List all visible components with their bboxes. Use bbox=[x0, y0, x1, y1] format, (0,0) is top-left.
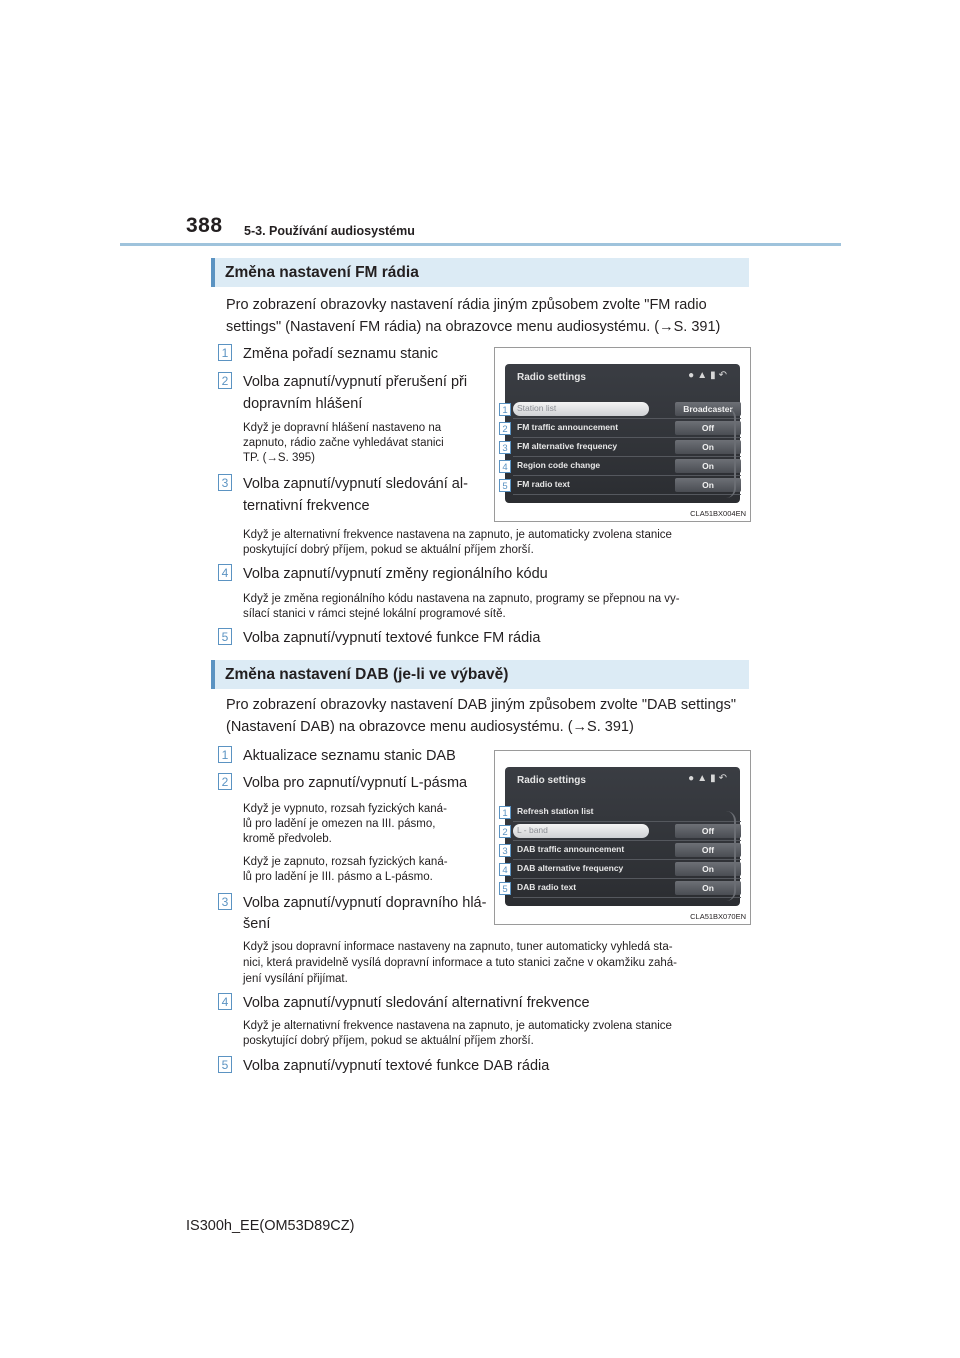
dab-item-3-number: 3 bbox=[218, 893, 232, 910]
fm-item-3-number: 3 bbox=[218, 474, 232, 491]
fm-row-4-label: Region code change bbox=[517, 460, 601, 470]
fm-item-3-note-1: Když je alternativní frekvence nastavena na zapnuto, je automaticky zvolena stanice bbox=[243, 529, 672, 541]
fm-item-2-note-1: Když je dopravní hlášení nastaveno na bbox=[243, 422, 442, 434]
dab-item-2-note-2: lů pro ladění je omezen na III. pásmo, bbox=[243, 818, 436, 830]
dab-display-screen bbox=[505, 767, 740, 906]
dab-item-2-note-4: Když je zapnuto, rozsah fyzických kaná- bbox=[243, 856, 448, 868]
dab-item-3-text-2: šení bbox=[243, 916, 271, 932]
section-title: 5-3. Používání audiosystému bbox=[244, 224, 415, 238]
fm-display-screen bbox=[505, 364, 740, 503]
dab-item-2-note-5: lů pro ladění je III. pásmo a L-pásmo. bbox=[243, 871, 433, 883]
dab-image-code: CLA51BX070EN bbox=[690, 912, 746, 921]
dab-callout-3: 3 bbox=[499, 844, 511, 857]
scroll-indicator bbox=[726, 811, 736, 901]
dab-item-4-text: Volba zapnutí/vypnutí sledování alternativní frekvence bbox=[243, 995, 590, 1011]
dab-item-3-note-1: Když jsou dopravní informace nastaveny na zapnuto, tuner automaticky vyhledá sta- bbox=[243, 941, 673, 953]
dab-item-2-note-3: kromě předvoleb. bbox=[243, 833, 332, 845]
scroll-indicator bbox=[726, 408, 736, 498]
fm-radio-settings-illustration bbox=[494, 347, 751, 522]
dab-row-4-value: On bbox=[675, 862, 741, 876]
fm-item-2-text-2: dopravním hlášení bbox=[243, 396, 363, 412]
dab-item-3-note-3: jení vysílání přijímat. bbox=[243, 973, 348, 985]
fm-item-2-note-2: zapnuto, rádio začne vyhledávat stanici bbox=[243, 437, 444, 449]
fm-row-1-value: Broadcaster bbox=[675, 402, 741, 416]
dab-item-3-note-2: nici, která pravidelně vysílá dopravní informace a tuto stanici začne v okamžiku zahá- bbox=[243, 957, 678, 969]
fm-item-3-text-2: ternativní frekvence bbox=[243, 498, 370, 514]
fm-screen-title: Radio settings bbox=[517, 372, 586, 383]
dab-item-2-number: 2 bbox=[218, 773, 232, 790]
fm-callout-4: 4 bbox=[499, 460, 511, 473]
dab-item-1-text: Aktualizace seznamu stanic DAB bbox=[243, 748, 456, 764]
dab-screen-row-4 bbox=[513, 862, 741, 879]
fm-row-3-value: On bbox=[675, 440, 741, 454]
fm-item-3-text-1: Volba zapnutí/vypnutí sledování al- bbox=[243, 476, 468, 492]
fm-callout-1: 1 bbox=[499, 403, 511, 416]
fm-row-5-label: FM radio text bbox=[517, 479, 570, 489]
fm-callout-5: 5 bbox=[499, 479, 511, 492]
status-icons: ●▲▮↶ bbox=[688, 773, 730, 784]
fm-intro-line-1: Pro zobrazení obrazovky nastavení rádia jiným způsobem zvolte "FM radio bbox=[226, 297, 707, 313]
dab-row-3-value: Off bbox=[675, 843, 741, 857]
dab-item-3-text-1: Volba zapnutí/vypnutí dopravního hlá- bbox=[243, 895, 487, 911]
header-divider bbox=[120, 243, 841, 246]
dab-item-4-note-1: Když je alternativní frekvence nastavena na zapnuto, je automaticky zvolena stanice bbox=[243, 1020, 672, 1032]
fm-item-4-text: Volba zapnutí/vypnutí změny regionálního kódu bbox=[243, 566, 548, 582]
fm-row-2-value: Off bbox=[675, 421, 741, 435]
fm-section-heading: Změna nastavení FM rádia bbox=[211, 258, 749, 287]
dab-screen-row-5 bbox=[513, 881, 741, 898]
dab-item-1-number: 1 bbox=[218, 746, 232, 763]
fm-row-2-label: FM traffic announcement bbox=[517, 422, 619, 432]
fm-item-2-number: 2 bbox=[218, 372, 232, 389]
fm-callout-2: 2 bbox=[499, 422, 511, 435]
fm-row-3-label: FM alternative frequency bbox=[517, 441, 618, 451]
fm-item-4-note-2: sílací stanici v rámci stejné lokální programové sítě. bbox=[243, 608, 506, 620]
fm-screen-row-2 bbox=[513, 421, 741, 438]
fm-item-5-text: Volba zapnutí/vypnutí textové funkce FM rádia bbox=[243, 630, 541, 646]
dab-row-1-label: Refresh station list bbox=[517, 806, 594, 816]
dab-item-5-number: 5 bbox=[218, 1056, 232, 1073]
dab-intro-line-1: Pro zobrazení obrazovky nastavení DAB jiným způsobem zvolte "DAB settings" bbox=[226, 697, 736, 713]
fm-screen-row-1 bbox=[513, 402, 741, 419]
fm-callout-3: 3 bbox=[499, 441, 511, 454]
footer-model-code: IS300h_EE(OM53D89CZ) bbox=[186, 1218, 355, 1234]
dab-row-5-label: DAB radio text bbox=[517, 882, 577, 892]
dab-row-3-label: DAB traffic announcement bbox=[517, 844, 625, 854]
fm-item-5-number: 5 bbox=[218, 628, 232, 645]
dab-row-2-label: L - band bbox=[517, 825, 548, 835]
fm-screen-row-4 bbox=[513, 459, 741, 476]
fm-item-1-number: 1 bbox=[218, 344, 232, 361]
fm-item-4-number: 4 bbox=[218, 564, 232, 581]
fm-row-5-value: On bbox=[675, 478, 741, 492]
fm-item-1-text: Změna pořadí seznamu stanic bbox=[243, 346, 439, 362]
status-icons: ●▲▮↶ bbox=[688, 370, 730, 381]
fm-image-code: CLA51BX004EN bbox=[690, 509, 746, 518]
dab-section-heading: Změna nastavení DAB (je-li ve výbavě) bbox=[211, 660, 749, 689]
dab-item-2-note-1: Když je vypnuto, rozsah fyzických kaná- bbox=[243, 803, 447, 815]
dab-screen-row-1 bbox=[513, 805, 741, 822]
dab-row-5-value: On bbox=[675, 881, 741, 895]
fm-item-2-text-1: Volba zapnutí/vypnutí přerušení při bbox=[243, 374, 468, 390]
fm-item-4-note-1: Když je změna regionálního kódu nastavena na zapnuto, programy se přepnou na vy- bbox=[243, 593, 680, 605]
dab-screen-row-2 bbox=[513, 824, 741, 841]
dab-row-2-value: Off bbox=[675, 824, 741, 838]
dab-item-4-note-2: poskytující dobrý příjem, pokud se aktuální příjem zhorší. bbox=[243, 1035, 534, 1047]
dab-item-4-number: 4 bbox=[218, 993, 232, 1010]
fm-item-3-note-2: poskytující dobrý příjem, pokud se aktuální příjem zhorší. bbox=[243, 544, 534, 556]
fm-intro-line-2: settings" (Nastavení FM rádia) na obrazovce menu audiosystému. (→S. 391) bbox=[226, 319, 721, 335]
dab-screen-row-3 bbox=[513, 843, 741, 860]
dab-callout-1: 1 bbox=[499, 806, 511, 819]
fm-row-1-label: Station list bbox=[517, 403, 557, 413]
dab-intro-line-2: (Nastavení DAB) na obrazovce menu audiosystému. (→S. 391) bbox=[226, 719, 634, 735]
dab-callout-2: 2 bbox=[499, 825, 511, 838]
dab-screen-title: Radio settings bbox=[517, 775, 586, 786]
dab-callout-5: 5 bbox=[499, 882, 511, 895]
dab-row-4-label: DAB alternative frequency bbox=[517, 863, 624, 873]
fm-screen-row-3 bbox=[513, 440, 741, 457]
dab-radio-settings-illustration bbox=[494, 750, 751, 925]
dab-callout-4: 4 bbox=[499, 863, 511, 876]
dab-item-2-text: Volba pro zapnutí/vypnutí L-pásma bbox=[243, 775, 468, 791]
dab-item-5-text: Volba zapnutí/vypnutí textové funkce DAB rádia bbox=[243, 1058, 550, 1074]
page-number: 388 bbox=[186, 214, 223, 237]
fm-screen-row-5 bbox=[513, 478, 741, 495]
fm-item-2-note-3: TP. (→S. 395) bbox=[243, 452, 316, 464]
fm-row-4-value: On bbox=[675, 459, 741, 473]
